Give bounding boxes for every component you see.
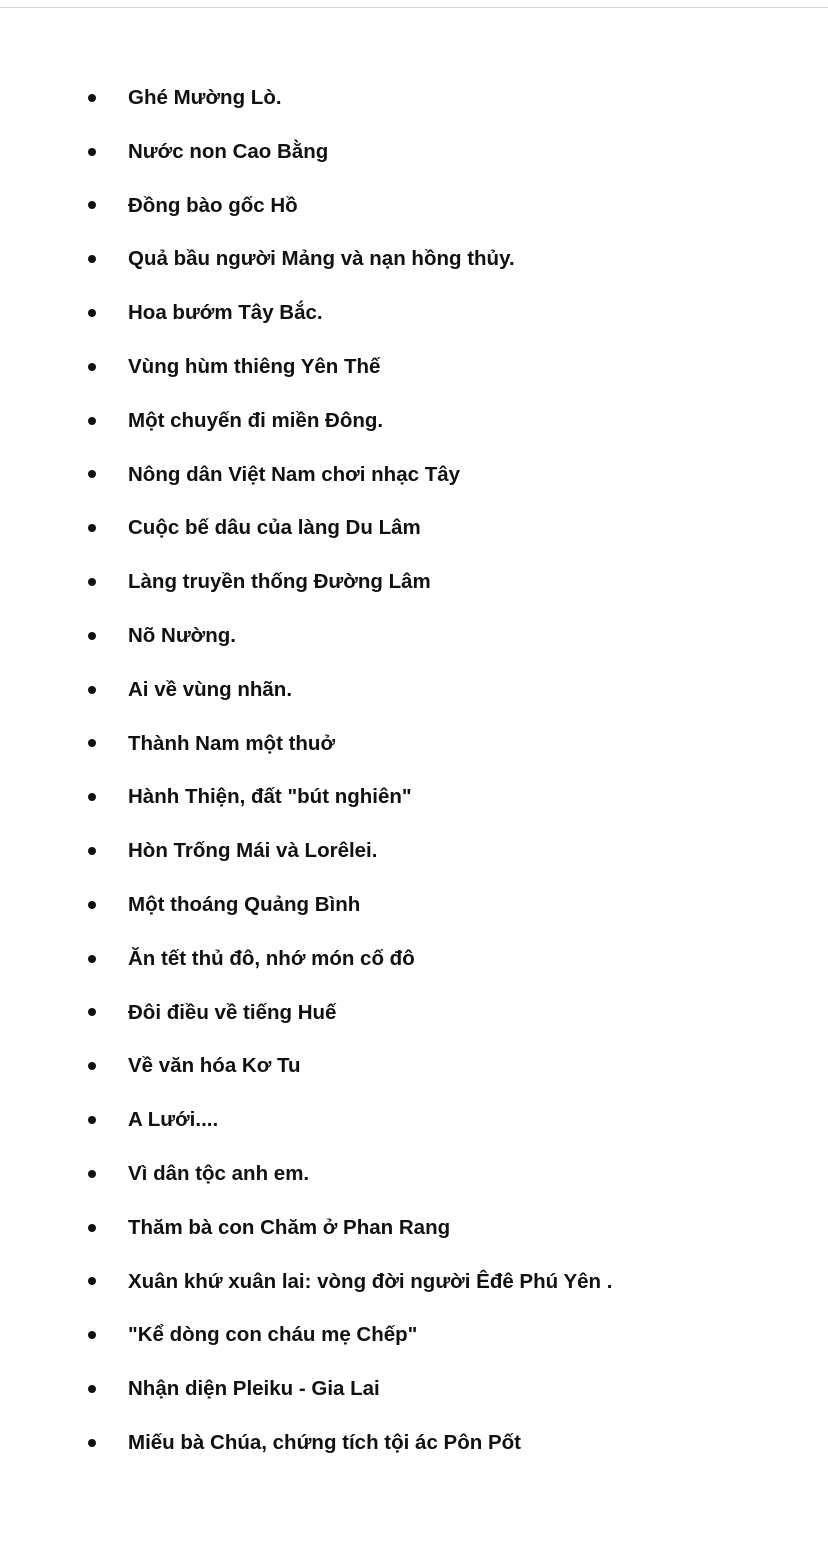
bullet-icon bbox=[88, 847, 96, 855]
list-item bbox=[0, 878, 612, 932]
bullet-icon bbox=[88, 1008, 96, 1016]
article-link[interactable]: Vùng hùm thiêng Yên Thế bbox=[128, 354, 381, 378]
bullet-icon bbox=[88, 201, 96, 209]
bullet-icon bbox=[88, 1170, 96, 1178]
list-item bbox=[0, 1255, 612, 1309]
list-item bbox=[0, 1362, 612, 1416]
bullet-icon bbox=[88, 1331, 96, 1339]
list-item bbox=[0, 824, 612, 878]
article-link[interactable]: Quả bầu người Mảng và nạn hồng thủy. bbox=[128, 247, 515, 271]
list-item bbox=[0, 232, 612, 286]
article-link[interactable]: Hoa bướm Tây Bắc. bbox=[128, 301, 323, 325]
list-item bbox=[0, 1147, 612, 1201]
list-item bbox=[0, 986, 612, 1040]
article-link[interactable]: Miếu bà Chúa, chứng tích tội ác Pôn Pốt bbox=[128, 1430, 521, 1454]
list-item bbox=[0, 717, 612, 771]
article-link[interactable]: Xuân khứ xuân lai: vòng đời người Êđê Phú Yên . bbox=[128, 1269, 613, 1293]
article-link[interactable]: Một chuyến đi miền Đông. bbox=[128, 408, 384, 432]
list-item bbox=[0, 125, 612, 179]
bullet-icon bbox=[88, 901, 96, 909]
article-link[interactable]: Nõ Nường. bbox=[128, 623, 236, 647]
article-link[interactable]: Ghé Mường Lò. bbox=[128, 86, 282, 109]
list-item bbox=[0, 1039, 612, 1093]
list-item bbox=[0, 770, 612, 824]
article-link[interactable]: Nông dân Việt Nam chơi nhạc Tây bbox=[128, 462, 461, 486]
bullet-icon bbox=[88, 417, 96, 425]
bullet-icon bbox=[88, 524, 96, 532]
bullet-icon bbox=[88, 1116, 96, 1124]
bullet-icon bbox=[88, 955, 96, 963]
article-link[interactable]: Thành Nam một thuở bbox=[128, 731, 336, 755]
list-item bbox=[0, 286, 612, 340]
list-item bbox=[0, 1416, 612, 1470]
list-item bbox=[0, 1308, 612, 1362]
article-link[interactable]: Nước non Cao Bằng bbox=[128, 139, 329, 163]
list-item bbox=[0, 555, 612, 609]
article-link[interactable]: Về văn hóa Kơ Tu bbox=[128, 1054, 301, 1078]
article-link[interactable]: Làng truyền thống Đường Lâm bbox=[128, 570, 431, 594]
bullet-icon bbox=[88, 793, 96, 801]
article-list bbox=[0, 71, 612, 1470]
list-item bbox=[0, 501, 612, 555]
article-link[interactable]: Thăm bà con Chăm ở Phan Rang bbox=[128, 1215, 451, 1239]
article-link[interactable]: A Lưới.... bbox=[128, 1108, 219, 1132]
list-item bbox=[0, 340, 612, 394]
list-item bbox=[0, 932, 612, 986]
bullet-icon bbox=[88, 470, 96, 478]
bullet-icon bbox=[88, 1224, 96, 1232]
list-item bbox=[0, 448, 612, 502]
bullet-icon bbox=[88, 309, 96, 317]
article-link[interactable]: Đôi điều về tiếng Huế bbox=[128, 1000, 337, 1024]
list-item bbox=[0, 1093, 612, 1147]
article-link[interactable]: Ai về vùng nhãn. bbox=[128, 677, 293, 701]
list-item bbox=[0, 394, 612, 448]
article-link[interactable]: Ăn tết thủ đô, nhớ món cố đô bbox=[128, 946, 415, 970]
article-link[interactable]: Cuộc bế dâu của làng Du Lâm bbox=[128, 516, 421, 540]
bullet-icon bbox=[88, 1385, 96, 1393]
list-item bbox=[0, 1201, 612, 1255]
bullet-icon bbox=[88, 686, 96, 694]
bullet-icon bbox=[88, 578, 96, 586]
top-divider bbox=[0, 7, 828, 8]
article-link[interactable]: "Kể dòng con cháu mẹ Chếp" bbox=[128, 1323, 418, 1347]
article-link[interactable]: Đồng bào gốc Hồ bbox=[128, 193, 298, 217]
article-link[interactable]: Vì dân tộc anh em. bbox=[128, 1161, 310, 1185]
bullet-icon bbox=[88, 1062, 96, 1070]
list-item bbox=[0, 71, 612, 125]
bullet-icon bbox=[88, 94, 96, 102]
article-link[interactable]: Hành Thiện, đất "bút nghiên" bbox=[128, 785, 412, 809]
list-item bbox=[0, 609, 612, 663]
list-item bbox=[0, 179, 612, 233]
bullet-icon bbox=[88, 255, 96, 263]
bullet-icon bbox=[88, 363, 96, 371]
article-link[interactable]: Nhận diện Pleiku - Gia Lai bbox=[128, 1377, 380, 1401]
bullet-icon bbox=[88, 739, 96, 747]
bullet-icon bbox=[88, 1277, 96, 1285]
list-item bbox=[0, 663, 612, 717]
bullet-icon bbox=[88, 148, 96, 156]
article-link[interactable]: Hòn Trống Mái và Lorêlei. bbox=[128, 839, 378, 863]
bullet-icon bbox=[88, 632, 96, 640]
article-link[interactable]: Một thoáng Quảng Bình bbox=[128, 892, 361, 916]
bullet-icon bbox=[88, 1439, 96, 1447]
